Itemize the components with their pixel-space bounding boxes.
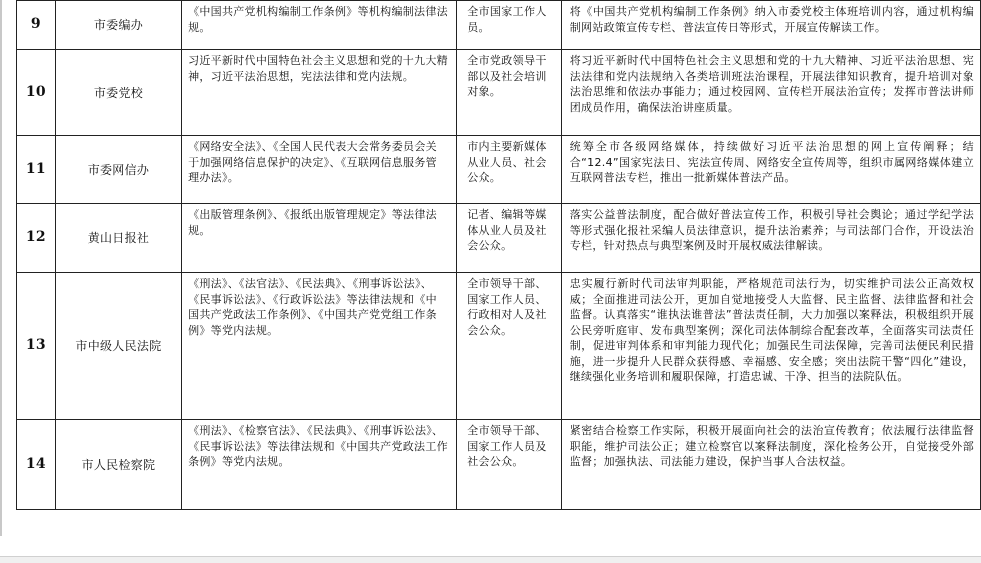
responsible-unit: 黄山日报社 xyxy=(55,204,181,273)
table-row xyxy=(17,50,981,136)
row-number: 13 xyxy=(17,273,56,420)
table-row xyxy=(17,420,981,510)
responsible-unit: 市委编办 xyxy=(55,1,181,50)
tasks-measures: 统筹全市各级网络媒体，持续做好习近平法治思想的网上宣传阐释；结合“12.4”国家宪法日、宪法宣传周、网络安全宣传周等，组织市属网络媒体建立互联网普法专栏，推出一批新媒体普法产品。 xyxy=(561,136,980,204)
key-laws: 《刑法》、《法官法》、《民法典》、《刑事诉讼法》、《民事诉讼法》、《行政诉讼法》等法律法规和《中国共产党政法工作条例》、《中国共产党党组工作条例》等党内法规。 xyxy=(182,273,457,420)
target-audience: 全市领导干部、国家工作人员、行政相对人及社会公众。 xyxy=(457,273,562,420)
row-number: 12 xyxy=(17,204,56,273)
row-number: 11 xyxy=(17,136,56,204)
target-audience: 记者、编辑等媒体从业人员及社会公众。 xyxy=(457,204,562,273)
responsible-unit: 市委党校 xyxy=(55,50,181,136)
responsible-unit: 市中级人民法院 xyxy=(55,273,181,420)
table-row xyxy=(17,1,981,50)
tasks-measures: 忠实履行新时代司法审判职能，严格规范司法行为，切实维护司法公正高效权威；全面推进司法公开，更加自觉地接受人大监督、民主监督、法律监督和社会监督。认真落实“谁执法谁普法”普法责任制，大力加强以案释法，积极组织开展公民旁听庭审、发布典型案例；深化司法体制综合配套改革，全面落实司法责任制，促进审判体系和审判能力现代化；加强民生司法保障，完善司法便民利民措施，进一步提升人民群众获得感、幸福感、安全感；突出法院干警“四化”建设，继续强化业务培训和履职保障，打造忠诚、干净、担当的法院队伍。 xyxy=(561,273,980,420)
table-row xyxy=(17,273,981,420)
responsibility-table xyxy=(16,0,981,510)
key-laws: 《中国共产党机构编制工作条例》等机构编制法律法规。 xyxy=(182,1,457,50)
responsible-unit: 市人民检察院 xyxy=(55,420,181,510)
target-audience: 全市领导干部、国家工作人员及社会公众。 xyxy=(457,420,562,510)
tasks-measures: 将《中国共产党机构编制工作条例》纳入市委党校主体班培训内容，通过机构编制网站政策宣传专栏、普法宣传日等形式，开展宣传解读工作。 xyxy=(561,1,980,50)
target-audience: 全市党政领导干部以及社会培训对象。 xyxy=(457,50,562,136)
row-number: 9 xyxy=(17,1,56,50)
row-number: 14 xyxy=(17,420,56,510)
key-laws: 习近平新时代中国特色社会主义思想和党的十九大精神，习近平法治思想，宪法法律和党内法规。 xyxy=(182,50,457,136)
tasks-measures: 将习近平新时代中国特色社会主义思想和党的十九大精神、习近平法治思想、宪法法律和党内法规纳入各类培训班法治课程，开展法律知识教育，提升培训对象法治思维和依法办事能力；通过校园网、宣传栏开展法治宣传；发挥市普法讲师团成员作用，确保法治讲座质量。 xyxy=(561,50,980,136)
page-gap xyxy=(0,557,981,563)
target-audience: 全市国家工作人员。 xyxy=(457,1,562,50)
table-row xyxy=(17,204,981,273)
row-number: 10 xyxy=(17,50,56,136)
target-audience: 市内主要新媒体从业人员、社会公众。 xyxy=(457,136,562,204)
tasks-measures: 紧密结合检察工作实际，积极开展面向社会的法治宣传教育；依法履行法律监督职能，维护司法公正；建立检察官以案释法制度，深化检务公开，自觉接受外部监督；加强执法、司法能力建设，保护当事人合法权益。 xyxy=(561,420,980,510)
key-laws: 《网络安全法》、《全国人民代表大会常务委员会关于加强网络信息保护的决定》、《互联网信息服务管理办法》。 xyxy=(182,136,457,204)
key-laws: 《出版管理条例》、《报纸出版管理规定》等法律法规。 xyxy=(182,204,457,273)
page-left-edge xyxy=(0,0,2,536)
tasks-measures: 落实公益普法制度，配合做好普法宣传工作，积极引导社会舆论；通过学纪学法等形式强化报社采编人员法律意识，提升法治素养；与司法部门合作，开设法治专栏，针对热点与典型案例及时开展权威法律解读。 xyxy=(561,204,980,273)
key-laws: 《刑法》、《检察官法》、《民法典》、《刑事诉讼法》、《民事诉讼法》等法律法规和《中国共产党政法工作条例》等党内法规。 xyxy=(182,420,457,510)
responsible-unit: 市委网信办 xyxy=(55,136,181,204)
table-row xyxy=(17,136,981,204)
